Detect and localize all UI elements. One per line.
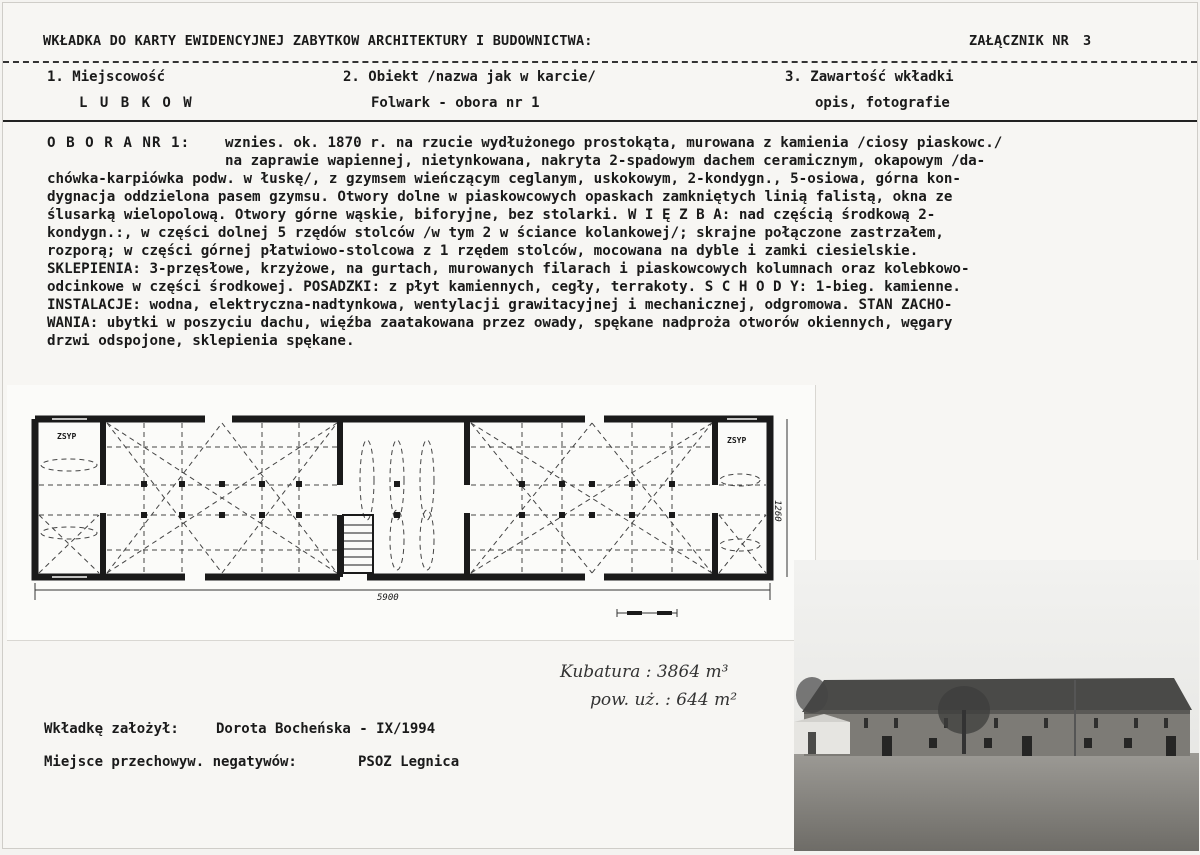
negatives-label: Miejsce przechowyw. negatywów: (44, 754, 297, 770)
annex-label: ZAŁĄCZNIK NR (969, 33, 1069, 49)
floor-plan-sheet (7, 385, 816, 641)
dimension-width: 1260 (772, 500, 782, 522)
locality-value: L U B K O W (79, 95, 194, 111)
floor-plan-drawing (7, 385, 815, 640)
header-divider (3, 61, 1197, 63)
negatives-value: PSOZ Legnica (358, 754, 460, 770)
card-title: WKŁADKA DO KARTY EWIDENCYJNEJ ZABYTKOW ARCHITEKTURY I BUDOWNICTWA: (43, 33, 593, 49)
building-photo (794, 560, 1199, 851)
contents-label: 3. Zawartość wkładki (785, 69, 954, 85)
author-value: Dorota Bocheńska - IX/1994 (216, 721, 436, 737)
description-line: INSTALACJE: wodna, elektryczna-nadtynkowa, wentylacji grawitacyjnej i mechanicznej, odgromowa. STAN ZACHO- (47, 297, 953, 313)
handwritten-volume: Kubatura : 3864 m³ (560, 662, 729, 682)
dimension-length: 5900 (377, 593, 399, 603)
description-line: WANIA: ubytki w poszyciu dachu, więźba zaatakowana przez owady, spękane nadproża otworów okiennych, węgary (47, 315, 953, 331)
fields-divider (3, 120, 1197, 122)
object-value: Folwark - obora nr 1 (371, 95, 540, 111)
description-line: rozporą; w części górnej płatwiowo-stolcowa z 1 rzędem stolców, mocowana na dyble i zamki ciesielskie. (47, 243, 919, 259)
description-lead: O B O R A NR 1: (47, 135, 191, 151)
description-line: dygnacja oddzielona pasem gzymsu. Otwory dolne w piaskowcowych opaskach zamkniętych linią falistą, okna ze (47, 189, 953, 205)
description-line: na zaprawie wapiennej, nietynkowana, nakryta 2-spadowym dachem ceramicznym, okapowym /da- (225, 153, 986, 169)
description-line: ślusarką wielopolową. Otwory górne wąskie, biforyjne, bez stolarki. W I Ę Z B A: nad częścią środkową 2- (47, 207, 936, 223)
room-label-right: ZSYP (727, 436, 747, 445)
object-label: 2. Obiekt /nazwa jak w karcie/ (343, 69, 596, 85)
description-line: odcinkowe w części środkowej. POSADZKI: z płyt kamiennych, cegły, terrakoty. S C H O D Y: 1-bieg. kamienne. (47, 279, 961, 295)
description-line: kondygn.:, w części dolnej 5 rzędów stolców /w tym 2 w ściance kolankowej/; skrajne połączone zastrzałem, (47, 225, 944, 241)
description-line: drzwi odspojone, sklepienia spękane. (47, 333, 355, 349)
locality-label: 1. Miejscowość (47, 69, 166, 85)
room-label-left: ZSYP (57, 432, 77, 441)
description-line: chówka-karpiówka podw. w łuskę/, z gzymsem wieńczącym ceglanym, uskokowym, 2-kondygn., 5-osiowa, górna kon- (47, 171, 961, 187)
handwritten-area: pow. uż. : 644 m² (590, 690, 738, 710)
description-line: SKLEPIENIA: 3-przęsłowe, krzyżowe, na gurtach, murowanych filarach i piaskowcowych kolumnach oraz kolebkowo- (47, 261, 970, 277)
author-label: Wkładkę założył: (44, 721, 179, 737)
barn-photograph (794, 560, 1199, 851)
annex-number: 3 (1083, 33, 1092, 49)
contents-value: opis, fotografie (815, 95, 950, 111)
description-line: wznies. ok. 1870 r. na rzucie wydłużonego prostokąta, murowana z kamienia /ciosy piaskowc./ (225, 135, 1003, 151)
